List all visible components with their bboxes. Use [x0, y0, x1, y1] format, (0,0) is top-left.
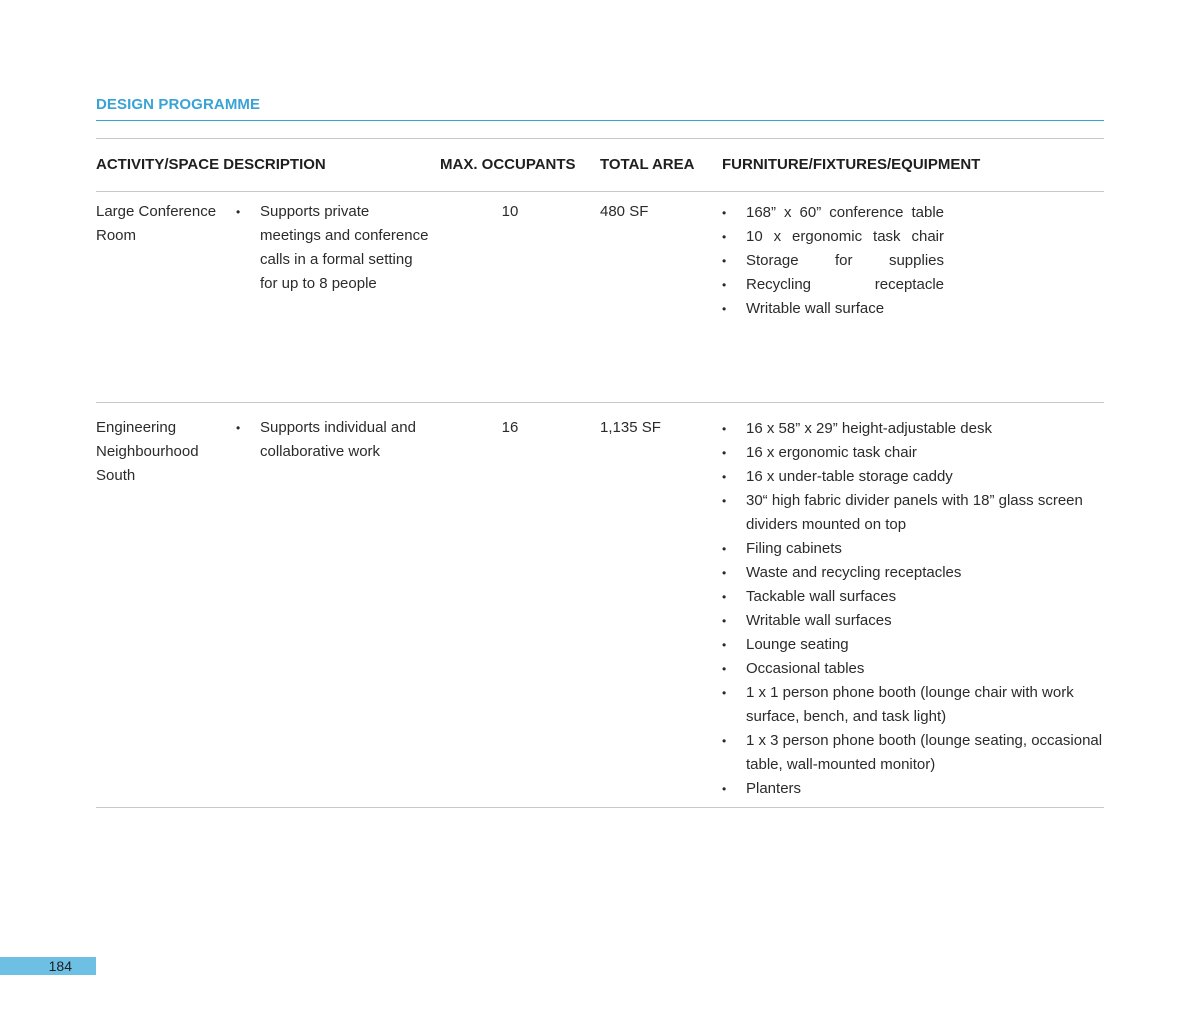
ffe-item: • Writable wall surfaces: [722, 609, 1104, 633]
ffe-list: [722, 201, 1104, 321]
ffe-item: • 1 x 1 person phone booth (lounge chair with work surface, bench, and task light): [722, 681, 1104, 729]
ffe-item: • Lounge seating: [722, 633, 1104, 657]
header-ffe: FURNITURE/FIXTURES/EQUIPMENT: [722, 156, 981, 173]
ffe-item: • Writable wall surface: [722, 297, 944, 321]
ffe-item: • 16 x ergonomic task chair: [722, 441, 1104, 465]
activity-description: [236, 200, 432, 296]
ffe-item: • Planters: [722, 777, 1104, 801]
header-rule: [96, 191, 1104, 192]
activity-name: Engineering Neighbourhood South: [96, 419, 199, 484]
ffe-item: • Occasional tables: [722, 657, 1104, 681]
ffe-item: • Tackable wall surfaces: [722, 585, 1104, 609]
activity-name: Large Conference Room: [96, 203, 217, 244]
ffe-item: • 30“ high fabric divider panels with 18” glass screen dividers mounted on top: [722, 489, 1104, 537]
activity-description: [236, 416, 432, 464]
ffe-item: • Storage for supplies: [722, 249, 944, 273]
total-area: 1,135 SF: [600, 419, 661, 436]
ffe-item: • Recycling receptacle: [722, 273, 944, 297]
description-item: • Supports private meetings and conference calls in a formal setting for up to 8 people: [236, 200, 432, 296]
page-number: 184: [48, 958, 72, 974]
ffe-item: • Filing cabinets: [722, 537, 1104, 561]
header-area: TOTAL AREA: [600, 156, 695, 173]
ffe-list: [722, 417, 1104, 801]
section-title: DESIGN PROGRAMME: [96, 96, 261, 113]
ffe-item: • 168” x 60” conference table: [722, 201, 944, 225]
ffe-item: • Waste and recycling receptacles: [722, 561, 1104, 585]
max-occupants: 16: [501, 419, 519, 436]
header-activity: ACTIVITY/SPACE DESCRIPTION: [96, 156, 326, 173]
page-number-tab: [0, 957, 96, 975]
ffe-item: • 16 x under-table storage caddy: [722, 465, 1104, 489]
header-occupants: MAX. OCCUPANTS: [440, 156, 576, 173]
section-title-rule: [96, 120, 1104, 121]
max-occupants: 10: [501, 203, 519, 220]
ffe-item: • 16 x 58” x 29” height-adjustable desk: [722, 417, 1104, 441]
ffe-item: • 10 x ergonomic task chair: [722, 225, 944, 249]
description-item: • Supports individual and collaborative work: [236, 416, 432, 464]
table-top-rule: [96, 138, 1104, 139]
total-area: 480 SF: [600, 203, 649, 220]
row-divider: [96, 402, 1104, 403]
ffe-item: • 1 x 3 person phone booth (lounge seating, occasional table, wall-mounted monitor): [722, 729, 1104, 777]
table-bottom-rule: [96, 807, 1104, 808]
